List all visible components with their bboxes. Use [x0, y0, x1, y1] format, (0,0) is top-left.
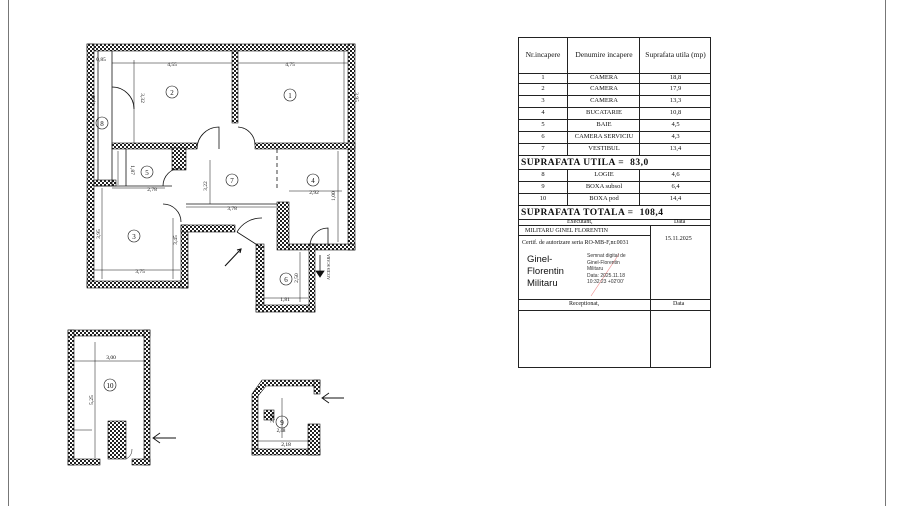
wall-r1-bottom	[255, 143, 355, 149]
box-9-number: 9	[280, 419, 284, 427]
wall-r6-left	[256, 244, 264, 312]
dim-r5-horizontal: 2,78	[147, 187, 157, 193]
executant-label: Executant,	[567, 219, 593, 225]
wall-r1-r2	[232, 51, 238, 123]
table-row	[519, 73, 710, 83]
dim-r2-vertical: 3,32	[139, 93, 145, 103]
header-name: Denumire incapere	[567, 38, 640, 73]
box-9-dim-v2: 2,48	[276, 429, 286, 434]
room-5-number: 5	[145, 169, 149, 177]
wall-r4-bottom	[289, 244, 355, 250]
wall-r3-top-left	[94, 180, 116, 186]
row-area: 17,9	[639, 84, 711, 95]
total-area-value: 108,4	[639, 207, 664, 218]
dim-r7-vertical: 3,22	[203, 181, 209, 191]
wall-r3-right	[181, 225, 188, 288]
entrance-arrow	[225, 249, 241, 266]
table-row	[519, 119, 710, 131]
signature-name: Ginel- Florentin Militaru	[527, 254, 564, 289]
row-name: CAMERA	[567, 96, 640, 107]
row-area: 13,3	[639, 96, 711, 107]
wall-pillar	[172, 148, 186, 170]
row-nr: 6	[541, 133, 545, 141]
room-4-number: 4	[311, 177, 315, 185]
wall-top	[87, 44, 355, 51]
row-nr: 4	[541, 109, 545, 117]
wall-bottom-left	[87, 281, 188, 288]
row-area: 18,8	[639, 74, 711, 83]
table-row	[519, 193, 710, 205]
table-row	[519, 143, 710, 155]
dim-r8-vertical: 1,60	[91, 95, 97, 105]
room-6-number: 6	[284, 276, 288, 284]
wall-r4-left	[277, 202, 289, 250]
total-usable-row	[519, 155, 710, 169]
row-name: VESTIBUL	[567, 144, 640, 155]
door-r4	[310, 228, 328, 246]
row-nr: 9	[541, 183, 545, 191]
box-10-dim-h: 3,00	[106, 355, 116, 361]
dim-r3-bottom: 3,75	[135, 269, 145, 275]
room-7-number: 7	[230, 177, 234, 185]
dim-corner: 0,85	[96, 57, 106, 63]
dim-r3-right: 3,45	[173, 235, 179, 245]
dim-r5-vertical: 1,87	[129, 165, 135, 175]
door-r1	[238, 127, 255, 145]
row-nr: 2	[541, 85, 545, 93]
room-8-number: 8	[100, 120, 104, 128]
dim-r7-horizontal: 3,78	[227, 206, 237, 212]
table-row	[519, 131, 710, 143]
wall-left	[87, 44, 94, 287]
row-name: CAMERA	[567, 84, 640, 95]
box-9-plan	[252, 380, 344, 455]
box-9-dim-v: 2,88	[270, 413, 276, 423]
wall-r6-right	[309, 244, 315, 312]
box-9-dim-h: 2,18	[281, 442, 291, 448]
row-area: 4,5	[639, 120, 711, 131]
total-area-label: SUPRAFATA TOTALA =	[521, 207, 634, 218]
total-usable-label: SUPRAFATA UTILA =	[521, 157, 625, 168]
row-name: BAIE	[567, 120, 640, 131]
executant-name: MILITARU GINEL FLORENTIN	[525, 228, 608, 234]
row-name: BOXA pod	[567, 194, 640, 205]
row-name: LOGIE	[567, 170, 640, 181]
row-name: BUCATARIE	[567, 108, 640, 119]
row-area: 10,8	[639, 108, 711, 119]
header-nr: Nr.incapere	[525, 50, 561, 60]
row-nr: 5	[541, 121, 545, 129]
reception-date-label: Data	[673, 301, 685, 307]
dim-r1-vertical: 3,95	[353, 92, 359, 102]
signature-block	[519, 225, 710, 300]
table-header	[519, 38, 710, 73]
row-area: 13,4	[639, 144, 711, 155]
main-apartment-plan	[87, 44, 355, 312]
table-row	[519, 181, 710, 193]
room-2-number: 2	[170, 89, 174, 97]
row-name: BOXA subsol	[567, 182, 640, 193]
row-name: CAMERA	[567, 74, 640, 83]
header-area: Suprafata utila (mp)	[639, 38, 711, 73]
dim-top-left: 4,55	[167, 62, 177, 68]
dim-top-right: 4,75	[285, 62, 295, 68]
row-name: CAMERA SERVICIU	[567, 132, 640, 143]
row-nr: 1	[541, 74, 545, 82]
table-row	[519, 83, 710, 95]
table-row	[519, 107, 710, 119]
row-area: 4,6	[639, 170, 711, 181]
executant-date: 15.11.2025	[665, 236, 692, 242]
dim-r3-left: 3,95	[96, 229, 102, 239]
wall-r6-bottom	[256, 305, 315, 312]
room-3-number: 3	[132, 233, 136, 241]
row-nr: 3	[541, 97, 545, 105]
dim-r4-vertical: 1,00	[331, 191, 337, 201]
dim-r6-horizontal: 1,81	[280, 297, 290, 303]
box-10-dim-v: 5,25	[89, 395, 95, 405]
row-nr: 7	[541, 145, 545, 153]
row-area: 4,3	[639, 132, 711, 143]
table-row	[519, 95, 710, 107]
row-area: 14,4	[639, 194, 711, 205]
row-nr: 10	[539, 195, 547, 203]
door-r2	[197, 127, 219, 149]
table-row	[519, 169, 710, 181]
room-1-number: 1	[288, 92, 292, 100]
stair-access-note: ACCES SCARA	[327, 254, 331, 280]
box-10-number: 10	[106, 382, 114, 390]
dim-r4-horizontal: 2,92	[309, 190, 319, 196]
certificate-text: Certif. de autorizare seria RO-MB-F,nr.0031	[522, 240, 629, 246]
wall-vestibule-bottom	[181, 225, 235, 232]
total-usable-value: 83,0	[630, 157, 649, 168]
box-10-plan	[68, 330, 176, 465]
reception-label: Receptionat,	[569, 301, 600, 307]
executant-date-label: Data	[674, 219, 686, 225]
stair-arrowhead	[316, 271, 324, 277]
row-nr: 8	[541, 171, 545, 179]
area-table	[518, 37, 711, 368]
reception-block	[519, 299, 710, 368]
total-area-row	[519, 205, 710, 219]
row-area: 6,4	[639, 182, 711, 193]
digital-signature-text: Semnat digital de Ginel-Florentin Militaru Data: 2025.11.18 10:32:23 +02'00'	[587, 253, 626, 285]
entrance-door	[237, 218, 262, 248]
door-logia	[112, 87, 134, 109]
door-r3	[163, 204, 181, 222]
dim-r6-vertical: 2,50	[294, 273, 300, 283]
door-r5	[163, 168, 181, 186]
